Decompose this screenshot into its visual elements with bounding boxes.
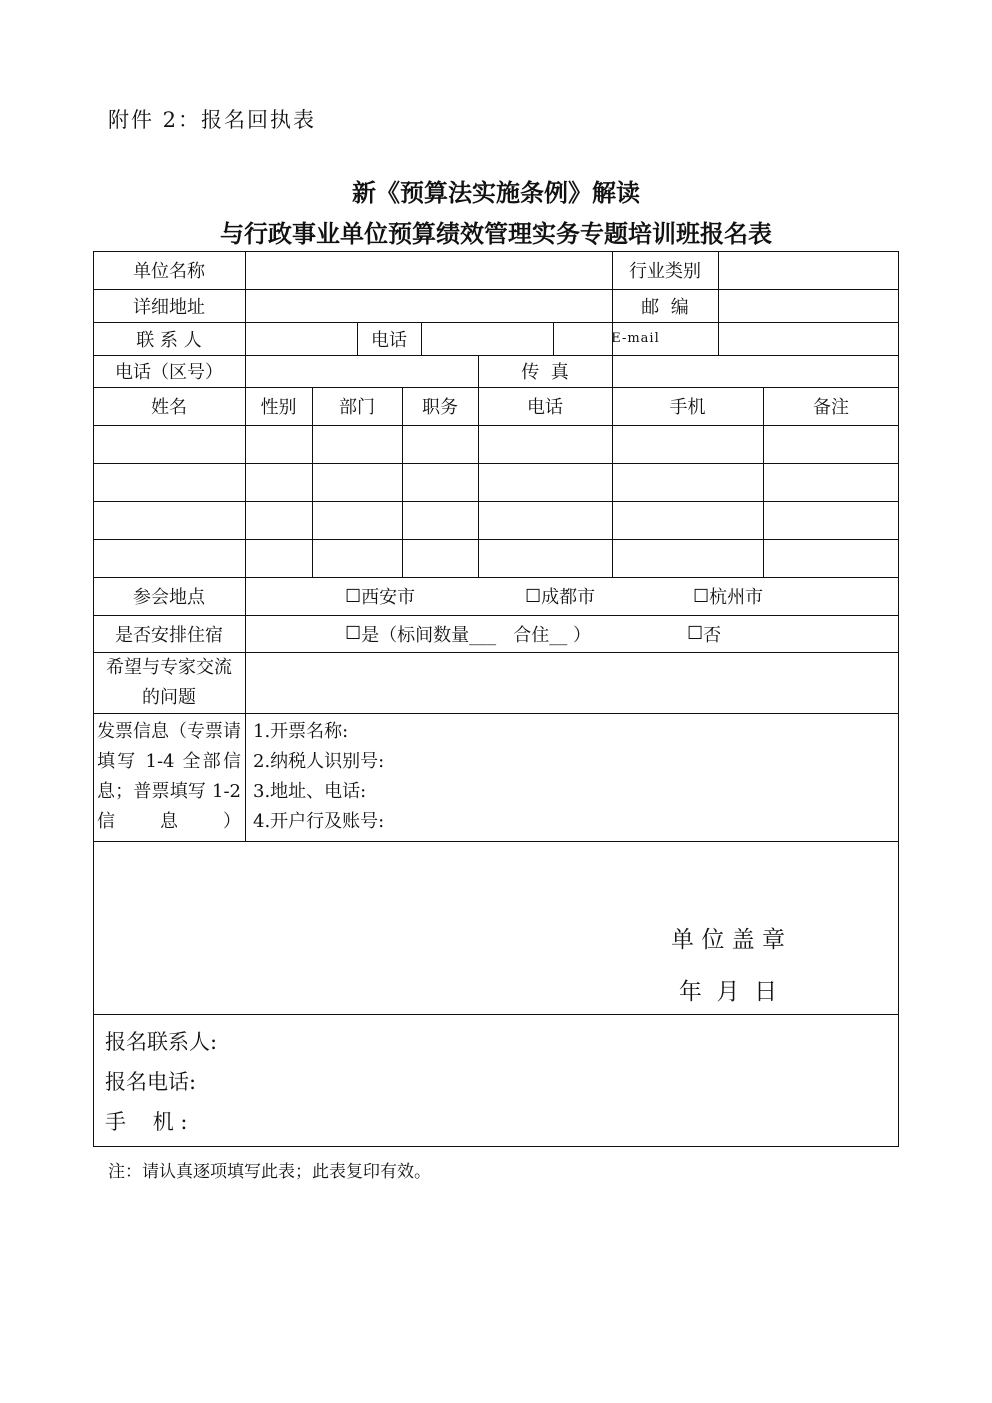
area-phone-label: 电话（区号） [115, 362, 223, 383]
column-header-gender: 性别 [260, 397, 297, 418]
fax-label: 传 真 [521, 362, 569, 383]
venue-option-chengdu[interactable]: ☐ 成都市 [525, 577, 595, 615]
venue-label: 参会地点 [133, 587, 205, 608]
email-label: E-mail [611, 331, 660, 346]
fax-field[interactable] [612, 355, 899, 387]
signup-contact-label: 报名联系人: [105, 1030, 218, 1054]
signup-phone-label: 报名电话: [105, 1070, 197, 1094]
grid-line [93, 1014, 899, 1015]
attendee-row[interactable] [93, 501, 899, 539]
form-title-line2: 与行政事业单位预算绩效管理实务专题培训班报名表 [220, 219, 772, 248]
attachment-label: 附件 2：报名回执表 [108, 108, 317, 132]
industry-field[interactable] [718, 251, 899, 289]
contact-person-label: 联 系 人 [136, 329, 202, 351]
attendee-row[interactable] [93, 425, 899, 463]
phone-label: 电话 [371, 329, 407, 351]
industry-label: 行业类别 [629, 261, 701, 282]
column-header-position: 职务 [422, 397, 458, 418]
invoice-label: 发票信息（专票请填写 1-4 全部信息；普票填写 1-2 信息） [97, 721, 241, 832]
invoice-field-list[interactable] [253, 717, 384, 837]
invoice-line-address-phone: 3.地址、电话: [253, 781, 367, 802]
invoice-line-tax-id: 2.纳税人识别号: [253, 751, 385, 772]
area-phone-field[interactable] [245, 355, 478, 387]
attendee-row[interactable] [93, 463, 899, 501]
questions-field[interactable] [245, 652, 899, 713]
column-header-remarks: 备注 [813, 397, 849, 418]
questions-label: 希望与专家交流的问题 [106, 656, 232, 708]
venue-option-hangzhou[interactable]: ☐ 杭州市 [693, 577, 763, 615]
footnote: 注：请认真逐项填写此表；此表复印有效。 [108, 1162, 431, 1182]
column-header-mobile: 手机 [669, 397, 706, 418]
column-header-name: 姓名 [151, 397, 187, 418]
lodging-yes-option[interactable]: ☐ 是（标间数量___ 合住__ ） [345, 615, 591, 652]
grid-line [93, 1146, 899, 1147]
unit-seal-label: 单 位 盖 章 [671, 926, 785, 953]
lodging-no-option[interactable]: ☐ 否 [687, 615, 721, 652]
invoice-line-name: 1.开票名称: [253, 721, 349, 742]
unit-name-label: 单位名称 [133, 261, 205, 282]
invoice-line-bank-account: 4.开户行及账号: [253, 811, 385, 832]
attendee-row[interactable] [93, 539, 899, 577]
signup-mobile-label: 手 机 : [105, 1110, 188, 1134]
registration-form-table [93, 251, 899, 1147]
form-title-line1: 新《预算法实施条例》解读 [352, 178, 640, 207]
unit-name-field[interactable] [245, 251, 612, 289]
phone-field[interactable] [421, 322, 553, 355]
email-field[interactable] [718, 322, 899, 355]
column-header-department: 部门 [339, 397, 375, 418]
contact-person-field[interactable] [245, 322, 357, 355]
venue-option-xian[interactable]: ☐ 西安市 [345, 577, 415, 615]
seal-date-label: 年 月 日 [678, 978, 778, 1005]
postcode-label: 邮 编 [641, 296, 689, 318]
address-label: 详细地址 [133, 296, 205, 318]
column-header-phone: 电话 [527, 397, 563, 418]
postcode-field[interactable] [718, 289, 899, 322]
address-field[interactable] [245, 289, 612, 322]
grid-line [93, 841, 899, 842]
lodging-label: 是否安排住宿 [115, 624, 223, 646]
